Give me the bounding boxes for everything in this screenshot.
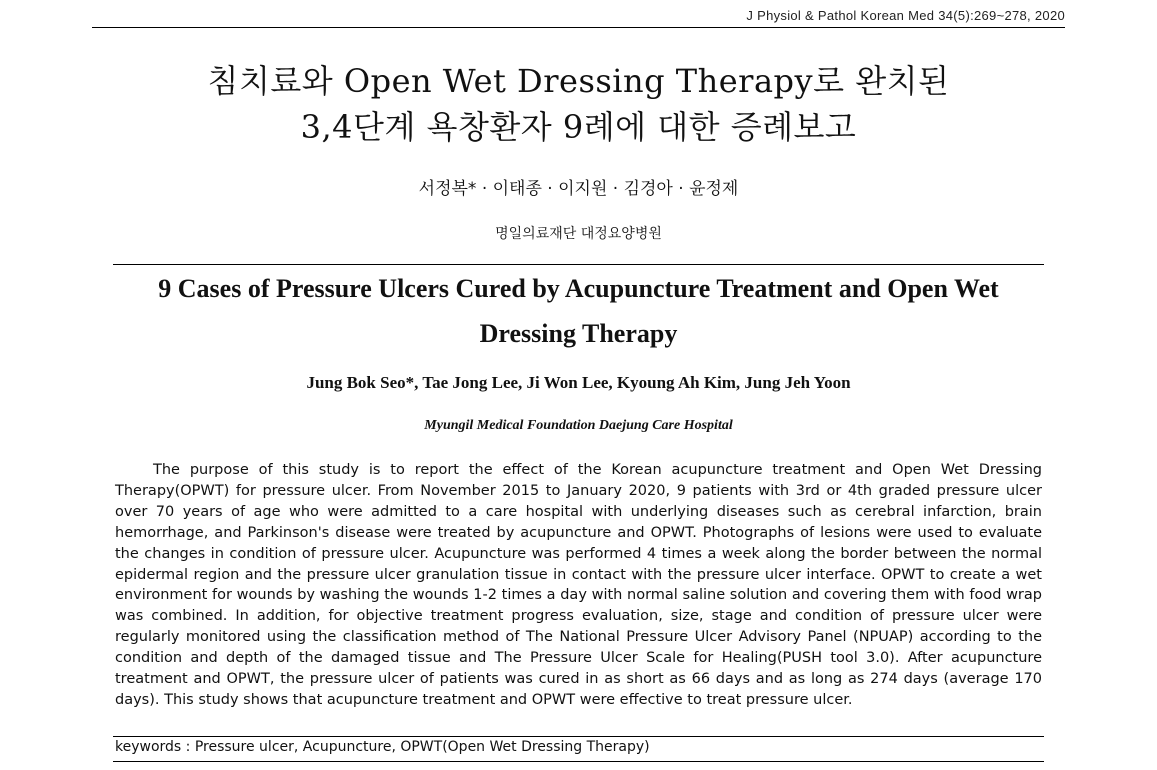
- keywords-line: keywords : Pressure ulcer, Acupuncture, OPWT(Open Wet Dressing Therapy): [115, 739, 650, 755]
- abstract-text: The purpose of this study is to report the effect of the Korean acupuncture treatment and Open Wet Dressing Therapy(OPWT) for pressure ulcer. From November 2015 to January 2020, 9 patients with 3rd or 4th graded pressure ulcer over 70 years of age who were admitted to a care hospital with underlying diseases such as cerebral infarction, brain hemorrhage, and Parkinson's disease were treated by acupuncture and OPWT. Photographs of lesions were used to evaluate the changes in condition of pressure ulcer. Acupuncture was performed 4 times a week along the border between the normal epidermal region and the pressure ulcer granulation tissue in contact with the pressure ulcer interface. OPWT to create a wet environment for wounds by washing the wounds 1-2 times a day with normal saline solution and covering them with food wrap was combined. In addition, for objective treatment progress evaluation, size, stage and condition of pressure ulcer were regularly monitored using the classification method of The National Pressure Ulcer Advisory Panel (NPUAP) according to the condition and depth of the damaged tissue and The Pressure Ulcer Scale for Healing(PUSH tool 3.0). After acupuncture treatment and OPWT, the pressure ulcer of patients was cured in as short as 66 days and as long as 274 days (average 170 days). This study shows that acupuncture treatment and OPWT were effective to treat pressure ulcer.: [115, 462, 1042, 708]
- korean-title-line-1: 침치료와 Open Wet Dressing Therapy로 완치된: [207, 62, 950, 100]
- keywords-bottom-rule: [113, 761, 1044, 762]
- header-rule: [92, 27, 1065, 28]
- korean-title-line-2: 3,4단계 욕창환자 9례에 대한 증례보고: [300, 108, 857, 146]
- korean-affiliation: 명일의료재단 대정요양병원: [495, 226, 662, 242]
- english-title: [113, 266, 1044, 356]
- english-title-line-2: Dressing Therapy: [479, 319, 678, 348]
- keywords-top-rule: [113, 736, 1044, 737]
- english-affiliation: Myungil Medical Foundation Daejung Care Hospital: [424, 418, 733, 433]
- korean-authors: 서정복* · 이태종 · 이지원 · 김경아 · 윤정제: [418, 179, 739, 199]
- title-rule: [113, 264, 1044, 265]
- korean-title: [0, 58, 1157, 150]
- english-title-line-1: 9 Cases of Pressure Ulcers Cured by Acupuncture Treatment and Open Wet: [158, 274, 999, 303]
- english-authors: Jung Bok Seo*, Tae Jong Lee, Ji Won Lee, Kyoung Ah Kim, Jung Jeh Yoon: [306, 373, 851, 392]
- journal-reference: J Physiol & Pathol Korean Med 34(5):269~278, 2020: [746, 8, 1065, 23]
